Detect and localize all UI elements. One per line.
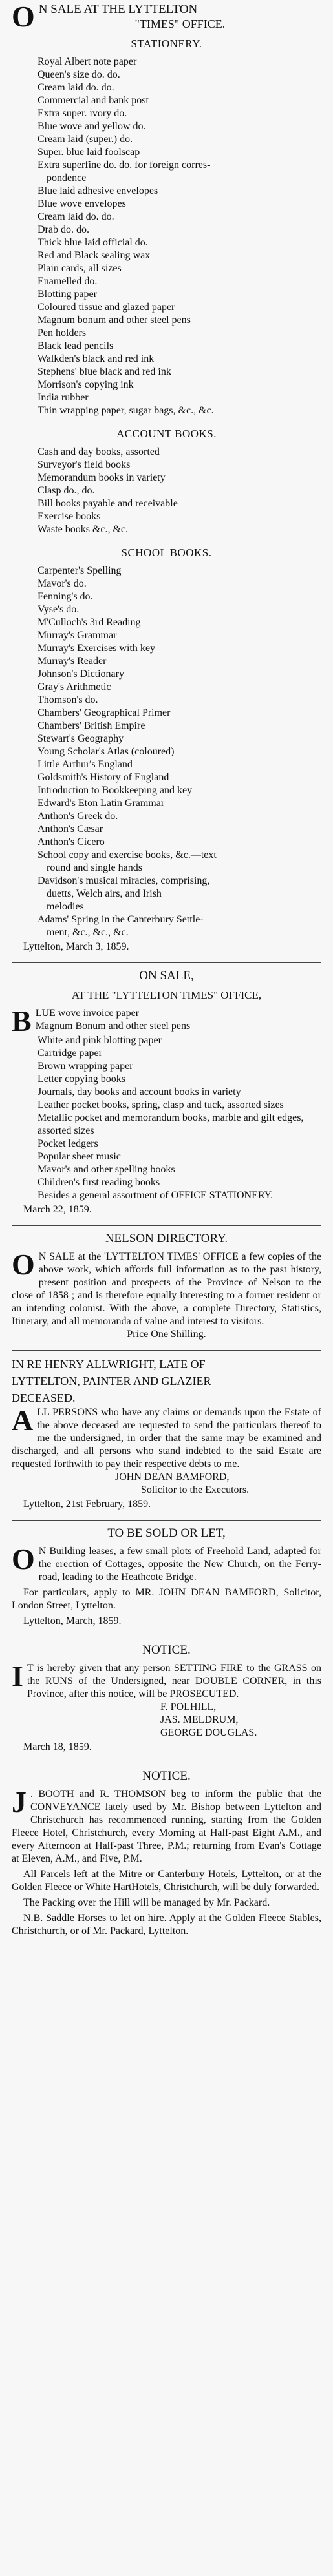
list-item: Carpenter's Spelling: [38, 565, 122, 576]
ad1-title-line2: "TIMES" OFFICE.: [134, 17, 226, 30]
ad1-title-line1: N SALE AT THE LYTTELTON: [38, 3, 198, 16]
list-item: India rubber: [38, 392, 89, 403]
ad4-body: [12, 1406, 321, 1471]
list-item: Exercise books: [38, 511, 101, 522]
list-item: Introduction to Bookkeeping and key: [38, 785, 193, 796]
list-item: Waste books &c., &c.: [38, 524, 129, 535]
ad3-heading: NELSON DIRECTORY.: [105, 1232, 228, 1245]
ad2-line2: AT THE "LYTTELTON TIMES" OFFICE,: [71, 989, 262, 1001]
list-item: Murray's Exercises with key: [38, 643, 155, 654]
ad6-heading: NOTICE.: [142, 1643, 191, 1657]
list-item: Popular sheet music: [38, 1151, 121, 1162]
list-item: Walkden's black and red ink: [38, 353, 155, 364]
ad-on-sale: [12, 968, 321, 1216]
school-books-heading: SCHOOL BOOKS.: [121, 546, 212, 559]
list-item: M'Culloch's 3rd Reading: [38, 617, 141, 628]
list-item: Memorandum books in variety: [38, 472, 166, 483]
list-item: Young Scholar's Atlas (coloured): [38, 746, 175, 757]
ad-nelson-directory: [12, 1231, 321, 1341]
list-item: Anthon's Greek do.: [38, 811, 118, 822]
ad7-dropcap: J: [12, 1785, 27, 1818]
list-item: Extra super. ivory do.: [38, 108, 127, 119]
ad4-text: LL PERSONS who have any claims or demands upon the Estate of the above deceased are requested to send the particulars thereof to me the undersigned, in order that the same may be examined and discharged, and all persons who stand indebted to the said Estate are requested forthwith to pay their respective debts to me.: [12, 1407, 321, 1470]
list-item: Chambers' British Empire: [38, 720, 145, 731]
list-item: ment, &c., &c., &c.: [47, 927, 129, 938]
list-item: Thin wrapping paper, sugar bags, &c., &c.: [38, 405, 214, 416]
ad-stationery: [12, 0, 321, 953]
ad6-body: [12, 1659, 321, 1701]
list-item: Extra superfine do. do. for foreign corres-: [38, 160, 211, 171]
ad7-heading: NOTICE.: [142, 1769, 191, 1783]
list-item: duetts, Welch airs, and Irish: [47, 888, 162, 899]
list-item: Blotting paper: [38, 289, 97, 300]
stationery-heading: STATIONERY.: [131, 37, 202, 50]
ad5-heading: TO BE SOLD OR LET,: [107, 1526, 226, 1540]
divider: [12, 962, 321, 963]
divider: [12, 1225, 321, 1226]
ad4-date: Lyttelton, 21st February, 1859.: [23, 1499, 151, 1510]
list-item: Adams' Spring in the Canterbury Settle-: [38, 914, 204, 925]
ad4-heading-1: IN RE HENRY ALLWRIGHT, LATE OF: [12, 1358, 206, 1371]
list-item: Anthon's Cicero: [38, 836, 105, 847]
list-item: LUE wove invoice paper: [35, 1008, 140, 1019]
list-item: Black lead pencils: [38, 340, 114, 351]
list-item: Commercial and bank post: [38, 95, 149, 106]
list-item: Thomson's do.: [38, 694, 98, 705]
list-item: Metallic pocket and memorandum books, marble and gilt edges, assorted sizes: [38, 1112, 304, 1136]
ad2-line1: ON SALE,: [139, 969, 194, 982]
divider: [12, 1350, 321, 1351]
ad4-heading-2: LYTTELTON, PAINTER AND GLAZIER: [12, 1375, 211, 1387]
list-item: Letter copying books: [38, 1074, 125, 1085]
list-item: Thick blue laid official do.: [38, 237, 148, 248]
list-item: Mavor's and other spelling books: [38, 1164, 175, 1175]
list-item: Edward's Eton Latin Grammar: [38, 798, 165, 809]
ad2-date: March 22, 1859.: [23, 1204, 92, 1215]
list-item: White and pink blotting paper: [38, 1035, 162, 1046]
ad6-signer-3: GEORGE DOUGLAS.: [160, 1727, 257, 1738]
list-item: Magnum bonum and other steel pens: [38, 315, 191, 326]
ad4-dropcap: A: [12, 1404, 34, 1437]
list-item: Vyse's do.: [38, 604, 80, 615]
school-books-list: [12, 565, 321, 939]
ad6-date: March 18, 1859.: [23, 1741, 92, 1752]
ad3-dropcap: O: [12, 1248, 35, 1281]
list-item: Red and Black sealing wax: [38, 250, 151, 261]
list-item: Children's first reading books: [38, 1177, 160, 1188]
list-item: Fenning's do.: [38, 591, 93, 602]
account-books-heading: ACCOUNT BOOKS.: [116, 428, 217, 440]
ad-allwright-estate: [12, 1356, 321, 1511]
list-item: Bill books payable and receivable: [38, 498, 178, 509]
list-item: School copy and exercise books, &c.—text: [38, 849, 217, 860]
list-item: Brown wrapping paper: [38, 1061, 133, 1072]
ad3-body: [12, 1248, 321, 1328]
list-item: Davidson's musical miracles, comprising,: [38, 875, 210, 886]
list-item: Enamelled do.: [38, 276, 98, 287]
list-item: Surveyor's field books: [38, 459, 131, 470]
ad2-list-cont: [12, 1034, 321, 1202]
ad3-price: Price One Shilling.: [127, 1329, 206, 1340]
list-item: Goldsmith's History of England: [38, 772, 169, 783]
ad7-text: . BOOTH and R. THOMSON beg to inform the public that the CONVEYANCE lately used by Mr. Bishop between Lyttelton and Christchurch has recommenced running, starting from the Golden Fleece Hotel, Christchurch, every Morning at Half-past Eight A.M., and every Afternoon at Half-past Three, P.M.; returning from Evan's Cottage at Eleven, A.M., and Five, P.M.: [12, 1789, 321, 1864]
list-item: Drab do. do.: [38, 224, 89, 235]
ad-notice-conveyance: [12, 1769, 321, 1938]
ad6-dropcap: I: [12, 1659, 23, 1692]
list-item: Mavor's do.: [38, 578, 87, 589]
list-item: Besides a general assortment of OFFICE STATIONERY.: [38, 1190, 274, 1201]
list-item: Cash and day books, assorted: [38, 446, 160, 457]
ad1-title: [12, 0, 321, 33]
stationery-list: [12, 56, 321, 417]
list-item: Royal Albert note paper: [38, 56, 137, 67]
ad-to-be-sold: [12, 1526, 321, 1628]
list-item: Cream laid do. do.: [38, 211, 114, 222]
list-item: Anthon's Cæsar: [38, 824, 103, 835]
ad4-signer: JOHN DEAN BAMFORD,: [115, 1471, 230, 1482]
list-item: Blue laid adhesive envelopes: [38, 185, 158, 196]
list-item: Magnum Bonum and other steel pens: [35, 1021, 191, 1032]
ad4-signer-role: Solicitor to the Executors.: [141, 1484, 250, 1495]
ad6-signer-2: JAS. MELDRUM,: [160, 1714, 239, 1725]
list-item: Murray's Grammar: [38, 630, 117, 641]
ad5-text2: For particulars, apply to MR. JOHN DEAN BAMFORD, Solicitor, London Street, Lyttelton.: [12, 1587, 321, 1611]
ad5-body: [12, 1542, 321, 1584]
ad6-text: T is hereby given that any person SETTING FIRE to the GRASS on the RUNS of the Undersigned, near DOUBLE CORNER, in this Province, after this notice, will be PROSECUTED.: [27, 1663, 321, 1699]
ad1-date: Lyttelton, March 3, 1859.: [23, 941, 129, 952]
list-item: Queen's size do. do.: [38, 69, 120, 80]
list-item: Blue wove and yellow do.: [38, 121, 146, 132]
ad3-text: N SALE at the 'LYTTELTON TIMES' OFFICE a few copies of the above work, which affords full information as to the past history, present position and prospects of the Province of Nelson to the close of 1858 ; and is therefore equally interesting to a former resident or an intending colonist. With the above, a complete Directory, Statistics, Itinerary, and all memoranda of value and interest to visitors.: [12, 1251, 321, 1327]
list-item: Murray's Reader: [38, 656, 107, 667]
list-item: melodies: [47, 901, 84, 912]
list-item: Cartridge paper: [38, 1048, 102, 1059]
list-item: round and single hands: [47, 862, 142, 873]
list-item: pondence: [47, 172, 87, 183]
list-item: Blue wove envelopes: [38, 198, 126, 209]
list-item: Pocket ledgers: [38, 1138, 98, 1149]
ad6-signer-1: F. POLHILL,: [160, 1701, 217, 1712]
list-item: Stephens' blue black and red ink: [38, 366, 171, 377]
ad7-body: [12, 1785, 321, 1865]
list-item: Plain cards, all sizes: [38, 263, 122, 274]
list-item: Cream laid (super.) do.: [38, 134, 133, 145]
list-item: Gray's Arithmetic: [38, 681, 111, 692]
divider: [12, 1520, 321, 1521]
ad5-date: Lyttelton, March, 1859.: [23, 1615, 122, 1626]
ad2-dropcap: B: [12, 1004, 32, 1037]
list-item: Little Arthur's England: [38, 759, 133, 770]
ad2-list: [12, 1004, 321, 1037]
list-item: Cream laid do. do.: [38, 82, 114, 93]
list-item: Pen holders: [38, 327, 87, 338]
list-item: Clasp do., do.: [38, 485, 95, 496]
list-item: Journals, day books and account books in variety: [38, 1086, 241, 1097]
ad-notice-fire: [12, 1643, 321, 1754]
ad4-heading-3: DECEASED.: [12, 1391, 76, 1404]
ad7-text3: The Packing over the Hill will be managed by Mr. Packard.: [23, 1897, 270, 1908]
list-item: Morrison's copying ink: [38, 379, 134, 390]
ad7-text4: N.B. Saddle Horses to let on hire. Apply at the Golden Fleece Stables, Christchurch, or of Mr. Packard, Lyttelton.: [12, 1913, 321, 1937]
ad7-text2: All Parcels left at the Mitre or Canterbury Hotels, Lyttelton, or at the Golden Fleece or White HartHotels, Christchurch, will be duly forwarded.: [12, 1869, 321, 1893]
list-item: Super. blue laid foolscap: [38, 147, 140, 158]
list-item: Coloured tissue and glazed paper: [38, 302, 175, 313]
account-books-list: [12, 446, 321, 536]
list-item: Stewart's Geography: [38, 733, 124, 744]
list-item: Chambers' Geographical Primer: [38, 707, 171, 718]
list-item: Johnson's Dictionary: [38, 669, 124, 680]
ad5-text: N Building leases, a few small plots of Freehold Land, adapted for the erection of Cottages, opposite the New Church, on the Ferry-road, leading to the Heathcote Bridge.: [38, 1546, 321, 1583]
ad2-body: [12, 1004, 321, 1202]
list-item: Leather pocket books, spring, clasp and tuck, assorted sizes: [38, 1099, 284, 1110]
ad5-dropcap: O: [12, 1542, 35, 1575]
ad1-dropcap: O: [12, 0, 35, 33]
